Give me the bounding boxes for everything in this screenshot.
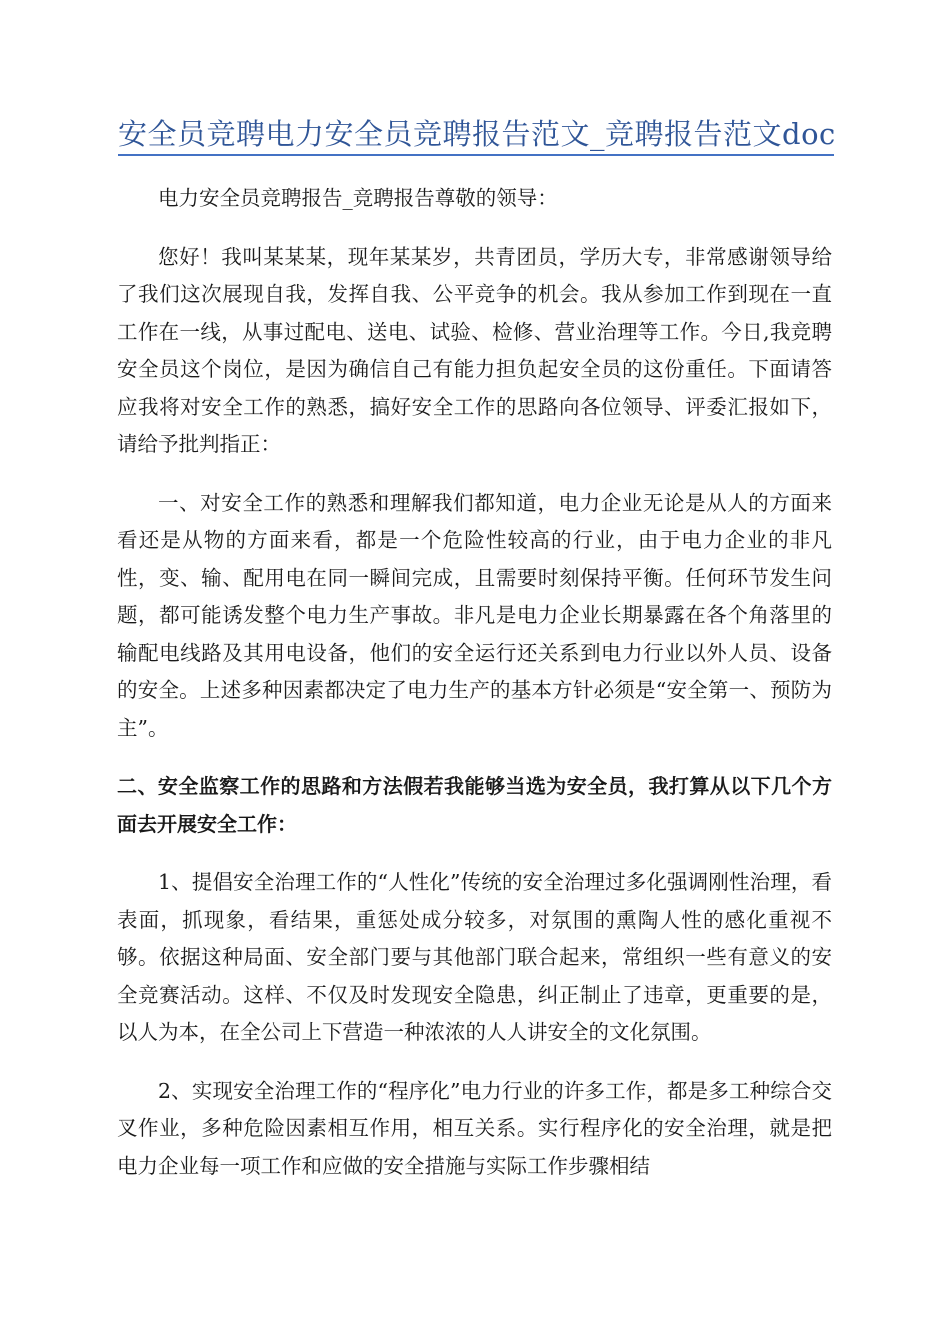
section-heading-two: 二、安全监察工作的思路和方法假若我能够当选为安全员，我打算从以下几个方面去开展安全工作： [117, 774, 832, 836]
paragraph-section-one: 一、对安全工作的熟悉和理解我们都知道，电力企业无论是从人的方面来看还是从物的方面来看，都是一个危险性较高的行业，由于电力企业的非凡性，变、输、配用电在同一瞬间完成，且需要时刻保持平衡。任何环节发生问题，都可能诱发整个电力生产事故。非凡是电力企业长期暴露在各个角落里的输配电线路及其用电设备，他们的安全运行还关系到电力行业以外人员、设备的安全。上述多种因素都决定了电力生产的基本方针必须是“安全第一、预防为主”。 [117, 490, 832, 740]
title-underline [118, 154, 834, 156]
document-title: 安全员竞聘电力安全员竞聘报告范文_竞聘报告范文doc [118, 117, 836, 151]
document-body [117, 180, 832, 1185]
paragraph-point-one: 1、提倡安全治理工作的“人性化”传统的安全治理过多化强调刚性治理，看表面，抓现象，看结果，重惩处成分较多，对氛围的熏陶人性的感化重视不够。依据这种局面、安全部门要与其他部门联合起来，常组织一些有意义的安全竞赛活动。这样、不仅及时发现安全隐患，纠正制止了违章，更重要的是，以人为本，在全公司上下营造一种浓浓的人人讲安全的文化氛围。 [117, 870, 832, 1044]
paragraph-introduction: 您好！我叫某某某，现年某某岁，共青团员，学历大专，非常感谢领导给了我们这次展现自我，发挥自我、公平竞争的机会。我从参加工作到现在一直工作在一线，从事过配电、送电、试验、检修、营业治理等工作。今日,我竞聘安全员这个岗位，是因为确信自己有能力担负起安全员的这份重任。下面请答应我将对安全工作的熟悉，搞好安全工作的思路向各位领导、评委汇报如下，请给予批判指正： [117, 244, 832, 456]
paragraph-salutation: 电力安全员竞聘报告_竞聘报告尊敬的领导： [158, 186, 558, 210]
paragraph-point-two: 2、实现安全治理工作的“程序化”电力行业的许多工作，都是多工种综合交叉作业，多种危险因素相互作用，相互关系。实行程序化的安全治理，就是把电力企业每一项工作和应做的安全措施与实际工作步骤相结 [117, 1078, 832, 1178]
